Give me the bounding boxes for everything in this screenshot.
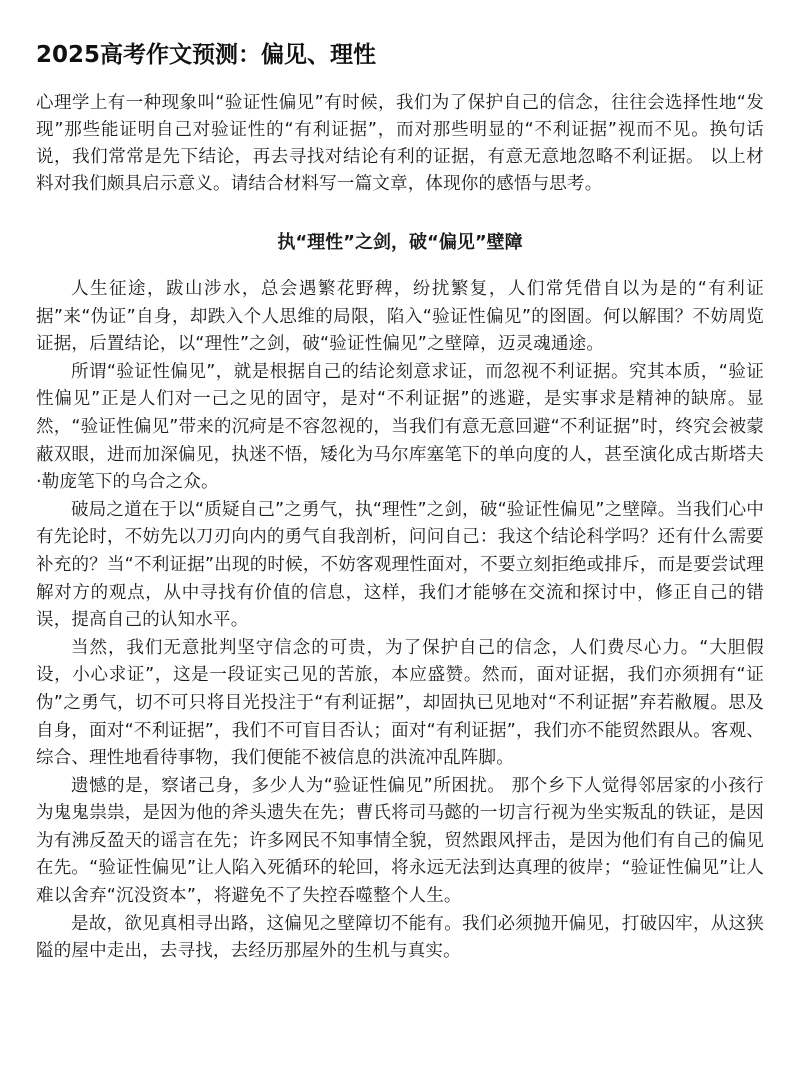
essay-prompt: 心理学上有一种现象叫“验证性偏见”有时候，我们为了保护自己的信念，往往会选择性地“发现”那些能证明自己对验证性的“有利证据”，而对那些明显的“不利证据”视而不见。换句话说，我们常常是先下结论，再去寻找对结论有利的证据，有意无意地忽略不利证据。 以上材料对我们颇具启示意义。请结合材料写一篇文章，体现你的感悟与思考。 [36,93,764,194]
essay-paragraph: 当然，我们无意批判坚守信念的可贵，为了保护自己的信念，人们费尽心力。“大胆假设，小心求证”，这是一段证实己见的苦旅，本应盛赞。然而，面对证据，我们亦须拥有“证伪”之勇气，切不可只将目光投注于“有利证据”，却固执已见地对“不利证据”弃若敝履。思及自身，面对“不利证据”，我们不可盲目否认；面对“有利证据”，我们亦不能贸然跟从。客观、综合、理性地看待事物，我们便能不被信息的洪流冲乱阵脚。 [36,637,764,769]
essay-paragraph: 人生征途，跋山涉水，总会遇繁花野稗，纷扰繁复，人们常凭借自以为是的“有利证据”来“伪证”自身，却跌入个人思维的局限，陷入“验证性偏见”的囹圄。何以解围？不妨周览证据，后置结论，以“理性”之剑，破“验证性偏见”之壁障，迈灵魂通途。 [36,279,764,355]
essay-body [36,276,764,966]
page-title: 2025高考作文预测：偏见、理性 [36,42,377,68]
essay-title: 执“理性”之剑，破“偏见”壁障 [277,232,523,253]
essay-paragraph: 遗憾的是，察诸己身，多少人为“验证性偏见”所困扰。 那个乡下人觉得邻居家的小孩行为鬼鬼祟祟，是因为他的斧头遗失在先；曹氏将司马懿的一切言行视为坐实叛乱的铁证，是因为有沸反盈天的谣言在先；许多网民不知事情全貌，贸然跟风抨击，是因为他们有自己的偏见在先。“验证性偏见”让人陷入死循环的轮回，将永远无法到达真理的彼岸；“验证性偏见”让人难以舍弃“沉没资本”，将避免不了失控吞噬整个人生。 [36,775,764,907]
essay-paragraph: 所谓“验证性偏见”，就是根据自己的结论刻意求证，而忽视不利证据。究其本质，“验证性偏见”正是人们对一己之见的固守，是对“不利证据”的逃避，是实事求是精神的缺席。显然，“验证性偏见”带来的沉疴是不容忽视的，当我们有意无意回避“不利证据”时，终究会被蒙蔽双眼，进而加深偏见，执迷不悟，矮化为马尔库塞笔下的单向度的人，甚至演化成古斯塔夫·勒庞笔下的乌合之众。 [36,361,764,493]
essay-paragraph: 破局之道在于以“质疑自己”之勇气，执“理性”之剑，破“验证性偏见”之壁障。当我们心中有先论时，不妨先以刀刃向内的勇气自我剖析，问问自己：我这个结论科学吗？还有什么需要补充的？当“不利证据”出现的时候，不妨客观理性面对，不要立刻拒绝或排斥，而是要尝试理解对方的观点，从中寻找有价值的信息，这样，我们才能够在交流和探讨中，修正自己的错误，提高自己的认知水平。 [36,499,764,631]
essay-paragraph: 是故，欲见真相寻出路，这偏见之壁障切不能有。我们必须抛开偏见，打破囚牢，从这狭隘的屋中走出，去寻找，去经历那屋外的生机与真实。 [36,913,764,962]
